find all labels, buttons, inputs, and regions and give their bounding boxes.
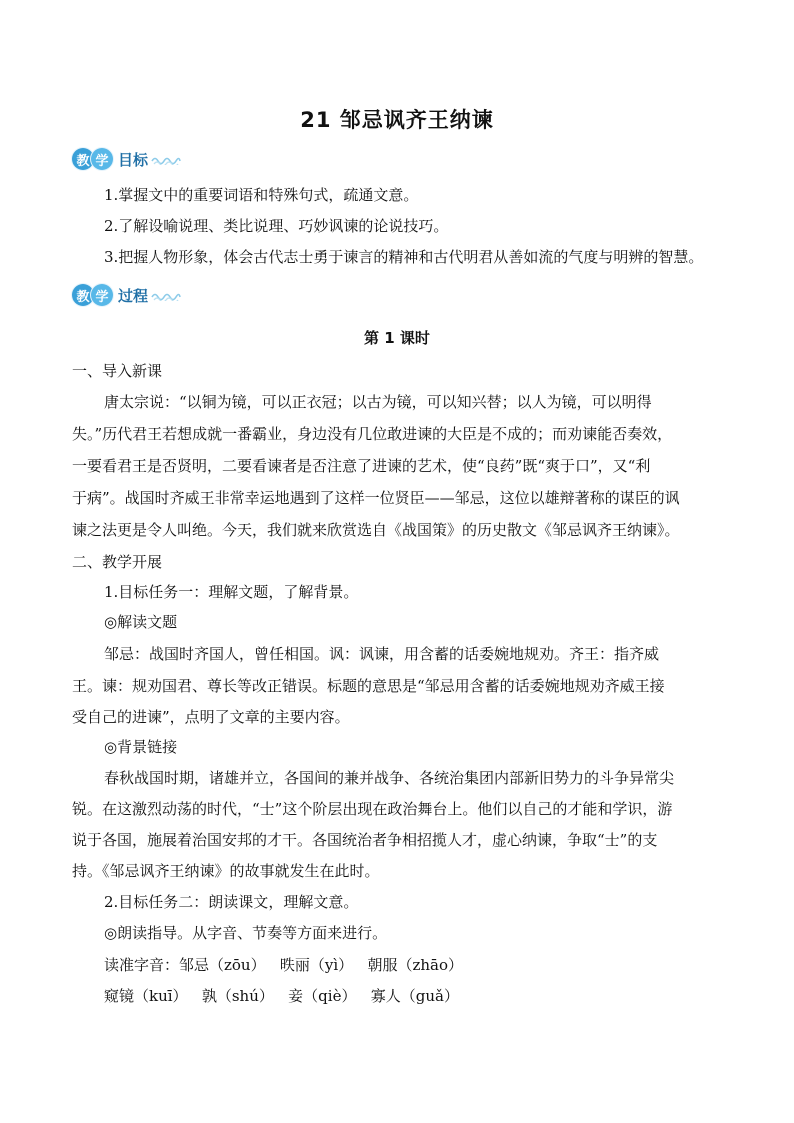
paragraph-line: 锐。在这激烈动荡的时代，“士”这个阶层出现在政治舞台上。他们以自己的才能和学识，游	[72, 800, 673, 818]
section-badge	[72, 148, 110, 170]
paragraph-line: 持。《邹忌讽齐王纳谏》的故事就发生在此时。	[72, 862, 380, 880]
lesson-heading: 第 1 课时	[364, 329, 430, 347]
paragraph-line: 王。谏：规劝国君、尊长等改正错误。标题的意思是“邹忌用含蓄的话委婉地规劝齐威王接	[72, 677, 665, 695]
section-title: 目标	[118, 150, 149, 169]
paragraph-line: 说于各国，施展着治国安邦的才干。各国统治者争相招揽人才，虚心纳谏，争取“士”的支	[72, 831, 658, 849]
paragraph-line: 受自己的进谏”，点明了文章的主要内容。	[72, 708, 350, 726]
sub-heading: ◎解读文题	[104, 613, 178, 631]
badge-char: 教	[72, 148, 94, 170]
wave-decoration-icon	[151, 289, 181, 301]
sub-heading: ◎背景链接	[104, 738, 178, 756]
paragraph-line: 于病”。战国时齐威王非常幸运地遇到了这样一位贤臣——邹忌，这位以雄辩著称的谋臣的讽	[72, 489, 680, 507]
paragraph-line: 失。”历代君王若想成就一番霸业，身边没有几位敢进谏的大臣是不成的；而劝谏能否奏效，	[72, 425, 673, 443]
paragraph-line: 春秋战国时期，诸雄并立，各国间的兼并战争、各统治集团内部新旧势力的斗争异常尖	[104, 769, 675, 787]
paragraph-line: 谏之法更是令人叫绝。今天，我们就来欣赏选自《战国策》的历史散文《邹忌讽齐王纳谏》。	[72, 521, 680, 539]
objective-item: 2.了解设喻说理、类比说理、巧妙讽谏的论说技巧。	[104, 217, 449, 235]
section-heading: 一、导入新课	[72, 362, 163, 380]
page-title: 21 邹忌讽齐王纳谏	[300, 108, 494, 132]
paragraph-line: 唐太宗说：“以铜为镜，可以正衣冠；以古为镜，可以知兴替；以人为镜，可以明得	[104, 393, 652, 411]
objective-item: 3.把握人物形象，体会古代志士勇于谏言的精神和古代明君从善如流的气度与明辨的智慧。	[104, 248, 704, 266]
task-heading: 1.目标任务一：理解文题，了解背景。	[104, 583, 359, 601]
badge-char: 教	[72, 284, 94, 306]
pronunciation-line: 窥镜（kuī） 孰（shú） 妾（qiè） 寡人（guǎ）	[104, 987, 459, 1005]
badge-char: 学	[91, 284, 113, 306]
objective-item: 1.掌握文中的重要词语和特殊句式，疏通文意。	[104, 186, 419, 204]
paragraph-line: 一要看君王是否贤明，二要看谏者是否注意了进谏的艺术，使“良药”既“爽于口”，又“利	[72, 457, 651, 475]
wave-decoration-icon	[151, 153, 181, 165]
section-heading: 二、教学开展	[72, 553, 163, 571]
task-heading: 2.目标任务二：朗读课文，理解文意。	[104, 893, 359, 911]
section-title: 过程	[118, 286, 149, 305]
pronunciation-line: 读准字音：邹忌（zōu） 昳丽（yì） 朝服（zhāo）	[104, 956, 464, 974]
section-header-objectives	[72, 147, 181, 171]
badge-char: 学	[91, 148, 113, 170]
sub-heading: ◎朗读指导。从字音、节奏等方面来进行。	[104, 924, 388, 942]
paragraph-line: 邹忌：战国时齐国人，曾任相国。讽：讽谏，用含蓄的话委婉地规劝。齐王：指齐威	[104, 645, 660, 663]
section-badge	[72, 284, 110, 306]
section-header-process	[72, 283, 181, 307]
